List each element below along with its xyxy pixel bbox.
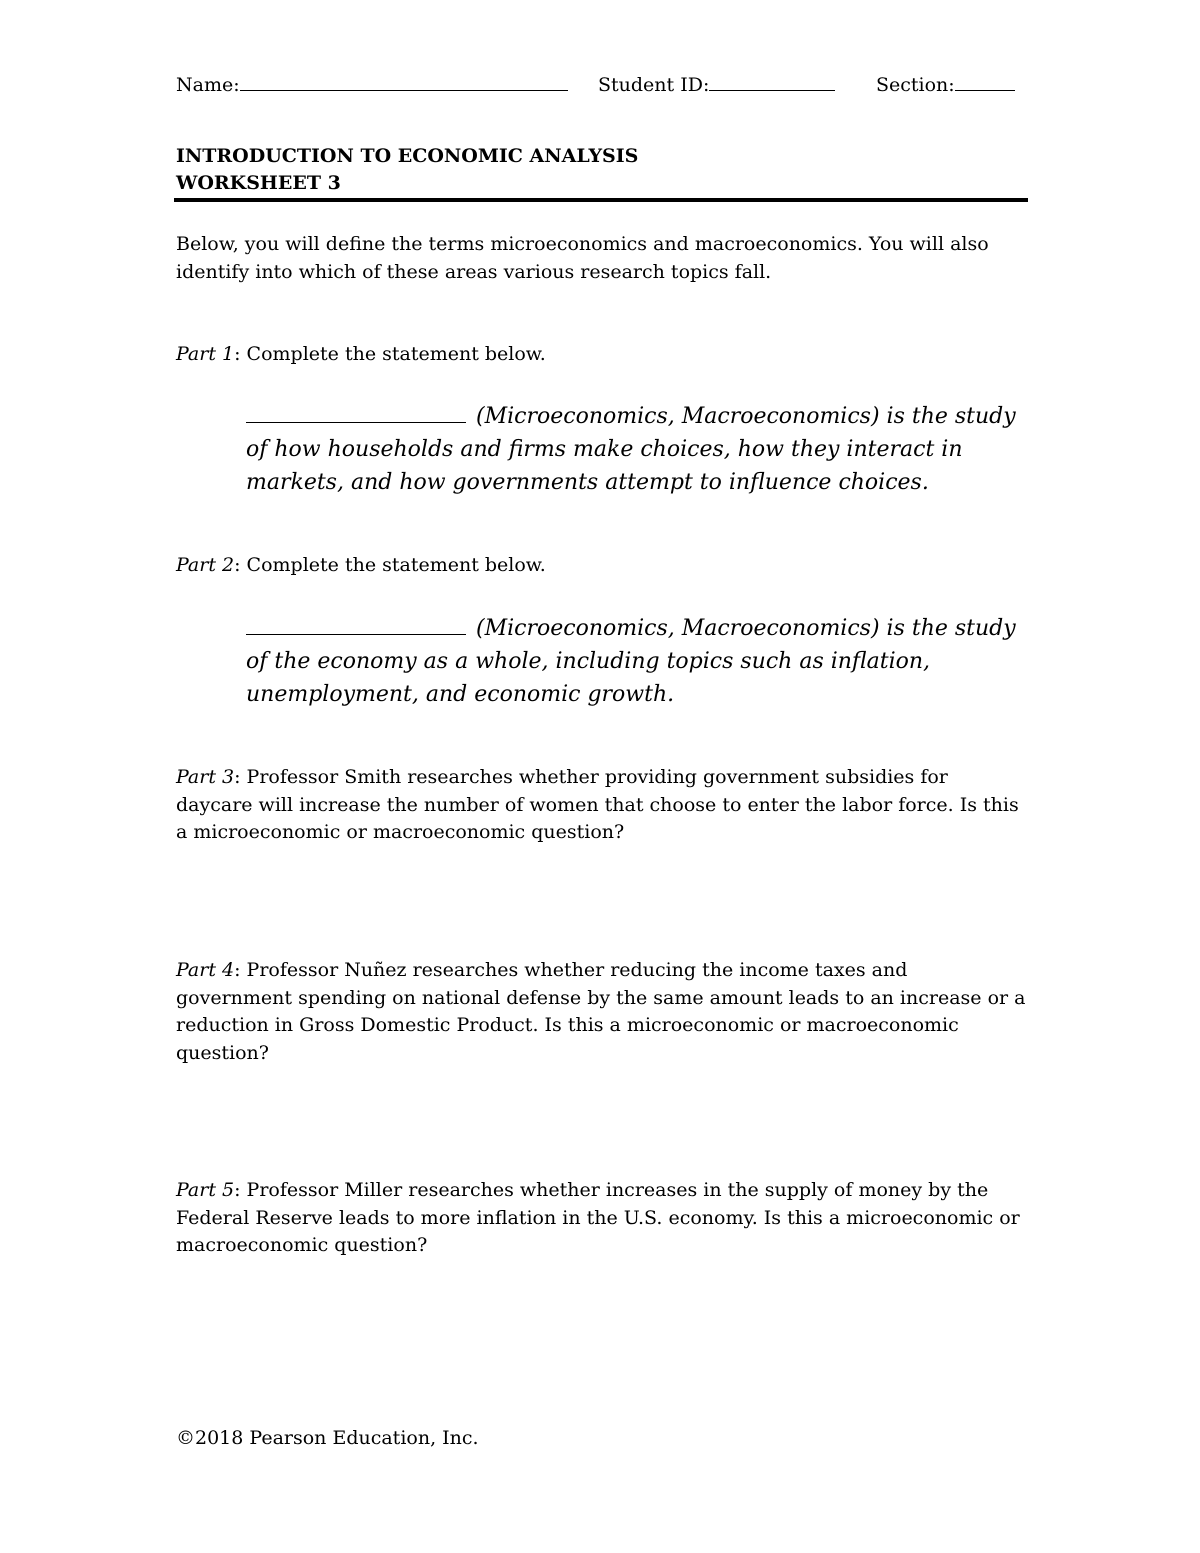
part-4-text: : Professor Nuñez researches whether reducing the income taxes and government spending on national defense by the same amount leads to an increase or a reduction in Gross Domestic Product. Is this a microeconomic or macroeconomic question?: [176, 959, 1026, 1064]
name-label: Name:: [176, 74, 240, 96]
part-1-statement-text: (Microeconomics, Macroeconomics) is the study of how households and firms make choices, how they interact in markets, and how governments attempt to influence choices.: [246, 404, 1016, 495]
part-2-prompt: [176, 552, 1028, 580]
name-blank[interactable]: [240, 72, 568, 91]
section-blank[interactable]: [955, 72, 1015, 91]
worksheet-title: [176, 143, 1028, 197]
student-id-label: Student ID:: [598, 74, 710, 96]
part-4-label: Part 4: [176, 959, 235, 981]
header-fields: [176, 72, 1028, 102]
title-line-2: WORKSHEET 3: [176, 172, 341, 194]
copyright-footer: ©2018 Pearson Education, Inc.: [176, 1427, 479, 1449]
part-1-answer-blank[interactable]: [246, 402, 466, 423]
part-3-text: : Professor Smith researches whether providing government subsidies for daycare will increase the number of women that choose to enter the labor force. Is this a microeconomic or macroeconomic question?: [176, 766, 1019, 843]
title-line-1: INTRODUCTION TO ECONOMIC ANALYSIS: [176, 145, 639, 167]
name-field[interactable]: [176, 72, 568, 96]
section-field[interactable]: [876, 72, 1015, 96]
part-2-label: Part 2: [176, 554, 235, 576]
part-4-question: [176, 957, 1028, 1067]
part-5-text: : Professor Miller researches whether increases in the supply of money by the Federal Reserve leads to more inflation in the U.S. economy. Is this a microeconomic or macroeconomic question?: [176, 1179, 1020, 1256]
part-5-question: [176, 1177, 1028, 1260]
part-1-prompt: [176, 341, 1028, 369]
title-divider: [174, 198, 1028, 202]
part-2-text: : Complete the statement below.: [234, 554, 546, 576]
student-id-blank[interactable]: [709, 72, 835, 91]
part-3-question: [176, 764, 1028, 847]
part-1-statement: [246, 400, 1036, 499]
part-2-statement: [246, 612, 1036, 711]
part-3-label: Part 3: [176, 766, 235, 788]
part-2-answer-blank[interactable]: [246, 614, 466, 635]
intro-paragraph: Below, you will define the terms microeconomics and macroeconomics. You will also identify into which of these areas various research topics fall.: [176, 233, 989, 283]
part-1-label: Part 1: [176, 343, 235, 365]
part-2-statement-text: (Microeconomics, Macroeconomics) is the study of the economy as a whole, including topics such as inflation, unemployment, and economic growth.: [246, 616, 1016, 707]
part-5-label: Part 5: [176, 1179, 235, 1201]
part-1-text: : Complete the statement below.: [234, 343, 546, 365]
student-id-field[interactable]: [598, 72, 835, 96]
section-label: Section:: [876, 74, 955, 96]
